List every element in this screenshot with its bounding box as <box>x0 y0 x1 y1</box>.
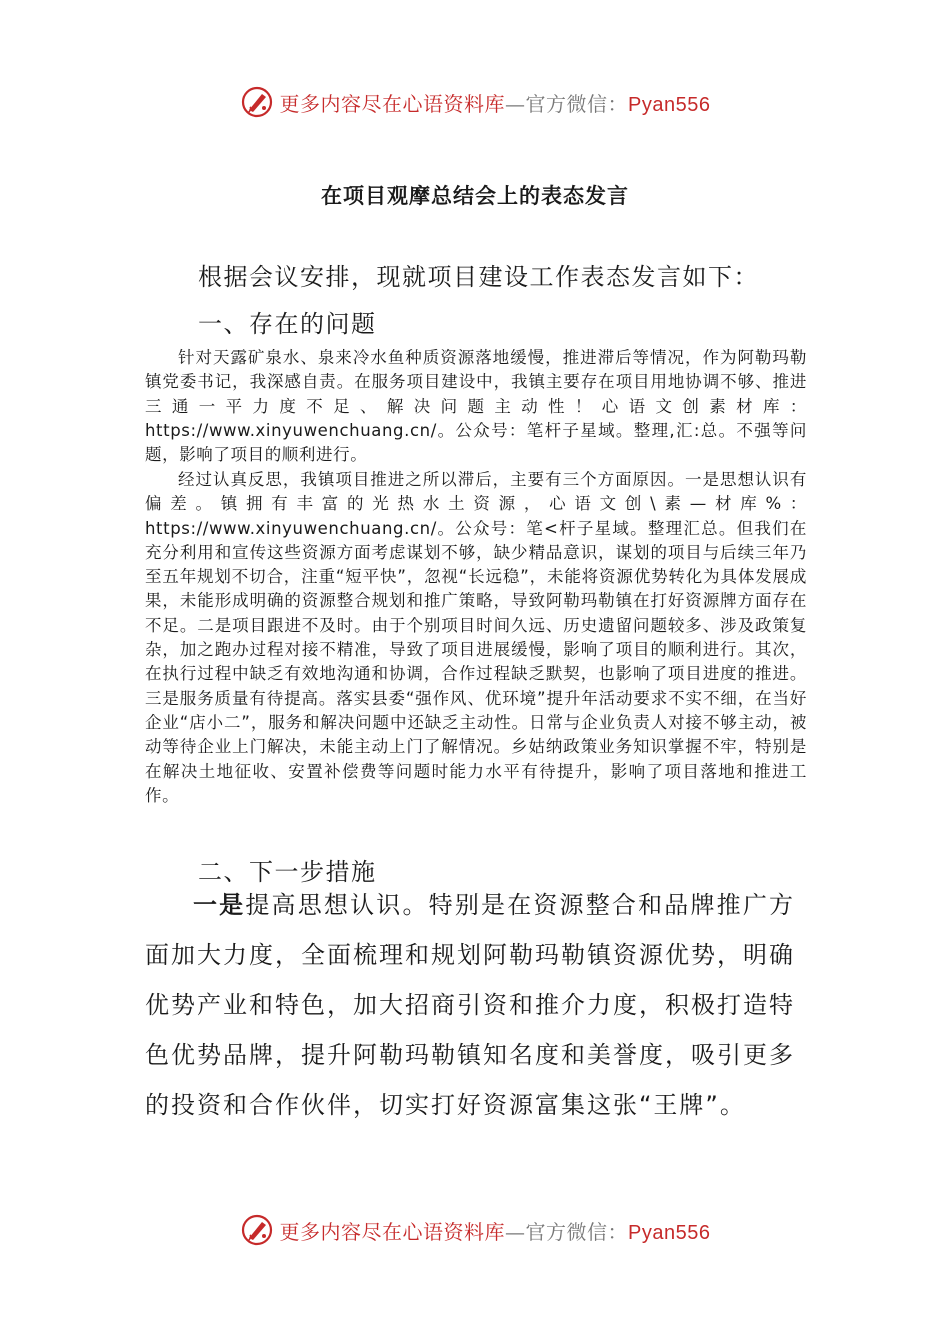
problems-paragraph-2: 经过认真反思，我镇项目推进之所以滞后，主要有三个方面原因。一是思想认识有偏差。镇拥有丰富的光热水土资源，心语文创\素—材库%：https://www.xinyuwenchuang.cn/。公众号：笔<杆子星域。整理汇总。但我们在充分利用和宣传这些资源方面考虑谋划不够，缺少精品意识，谋划的项目与后续三年乃至五年规划不切合，注重“短平快”，忽视“长远稳”，未能将资源优势转化为具体发展成果，未能形成明确的资源整合规划和推广策略，导致阿勒玛勒镇在打好资源牌方面存在不足。二是项目跟进不及时。由于个别项目时间久远、历史遗留问题较多、涉及政策复杂，加之跑办过程对接不精准，导致了项目进展缓慢，影响了项目的顺利进行。其次，在执行过程中缺乏有效地沟通和协调，合作过程缺乏默契，也影响了项目进度的推进。三是服务质量有待提高。落实县委“强作风、优环境”提升年活动要求不实不细，在当好企业“店小二”，服务和解决问题中还缺乏主动性。日常与企业负责人对接不够主动，被动等待企业上门解决，未能主动上门了解情况。乡姑纳政策业务知识掌握不牢，特别是在解决土地征收、安置补偿费等问题时能力水平有待提升，影响了项目落地和推进工作。 <box>145 470 807 805</box>
measures-item-1-lead: 一是 <box>193 891 246 919</box>
problems-paragraph-1: 针对天露矿泉水、泉来冷水鱼种质资源落地缓慢，推进滞后等情况，作为阿勒玛勒镇党委书记，我深感自责。在服务项目建设中，我镇主要存在项目用地协调不够、推进三通一平力度不足、解决问题主动性！心语文创素材库：https://www.xinyuwenchuang.cn/。公众号：笔杆子星域。整理,汇:总。不强等问题，影响了项目的顺利进行。 <box>145 348 807 465</box>
banner-wechat-label: 官方微信： <box>525 91 629 116</box>
banner-brand: 更多内容尽在心语资料库 <box>279 1219 506 1244</box>
footer-banner <box>0 1210 950 1250</box>
document-title: 在项目观摩总结会上的表态发言 <box>321 184 629 208</box>
banner-wechat-id: Pyan556 <box>628 93 711 116</box>
banner-dash: — <box>505 1219 526 1244</box>
intro-paragraph: 根据会议安排，现就项目建设工作表态发言如下： <box>198 263 759 291</box>
measures-item-1 <box>145 880 795 1130</box>
section-heading-measures: 二、下一步措施 <box>198 858 377 886</box>
pen-logo-icon <box>240 85 274 119</box>
measures-item-1-text: 提高思想认识。特别是在资源整合和品牌推广方面加大力度，全面梳理和规划阿勒玛勒镇资源优势，明确优势产业和特色，加大招商引资和推介力度，积极打造特色优势品牌，提升阿勒玛勒镇知名度和美誉度，吸引更多的投资和合作伙伴，切实打好资源富集这张“王牌”。 <box>145 891 796 1119</box>
banner-wechat-id: Pyan556 <box>628 1221 711 1244</box>
section-heading-problems: 一、存在的问题 <box>198 310 377 338</box>
banner-wechat-label: 官方微信： <box>525 1219 629 1244</box>
banner-dash: — <box>505 91 526 116</box>
header-banner <box>0 82 950 122</box>
pen-logo-icon <box>240 1213 274 1247</box>
banner-brand: 更多内容尽在心语资料库 <box>279 91 506 116</box>
